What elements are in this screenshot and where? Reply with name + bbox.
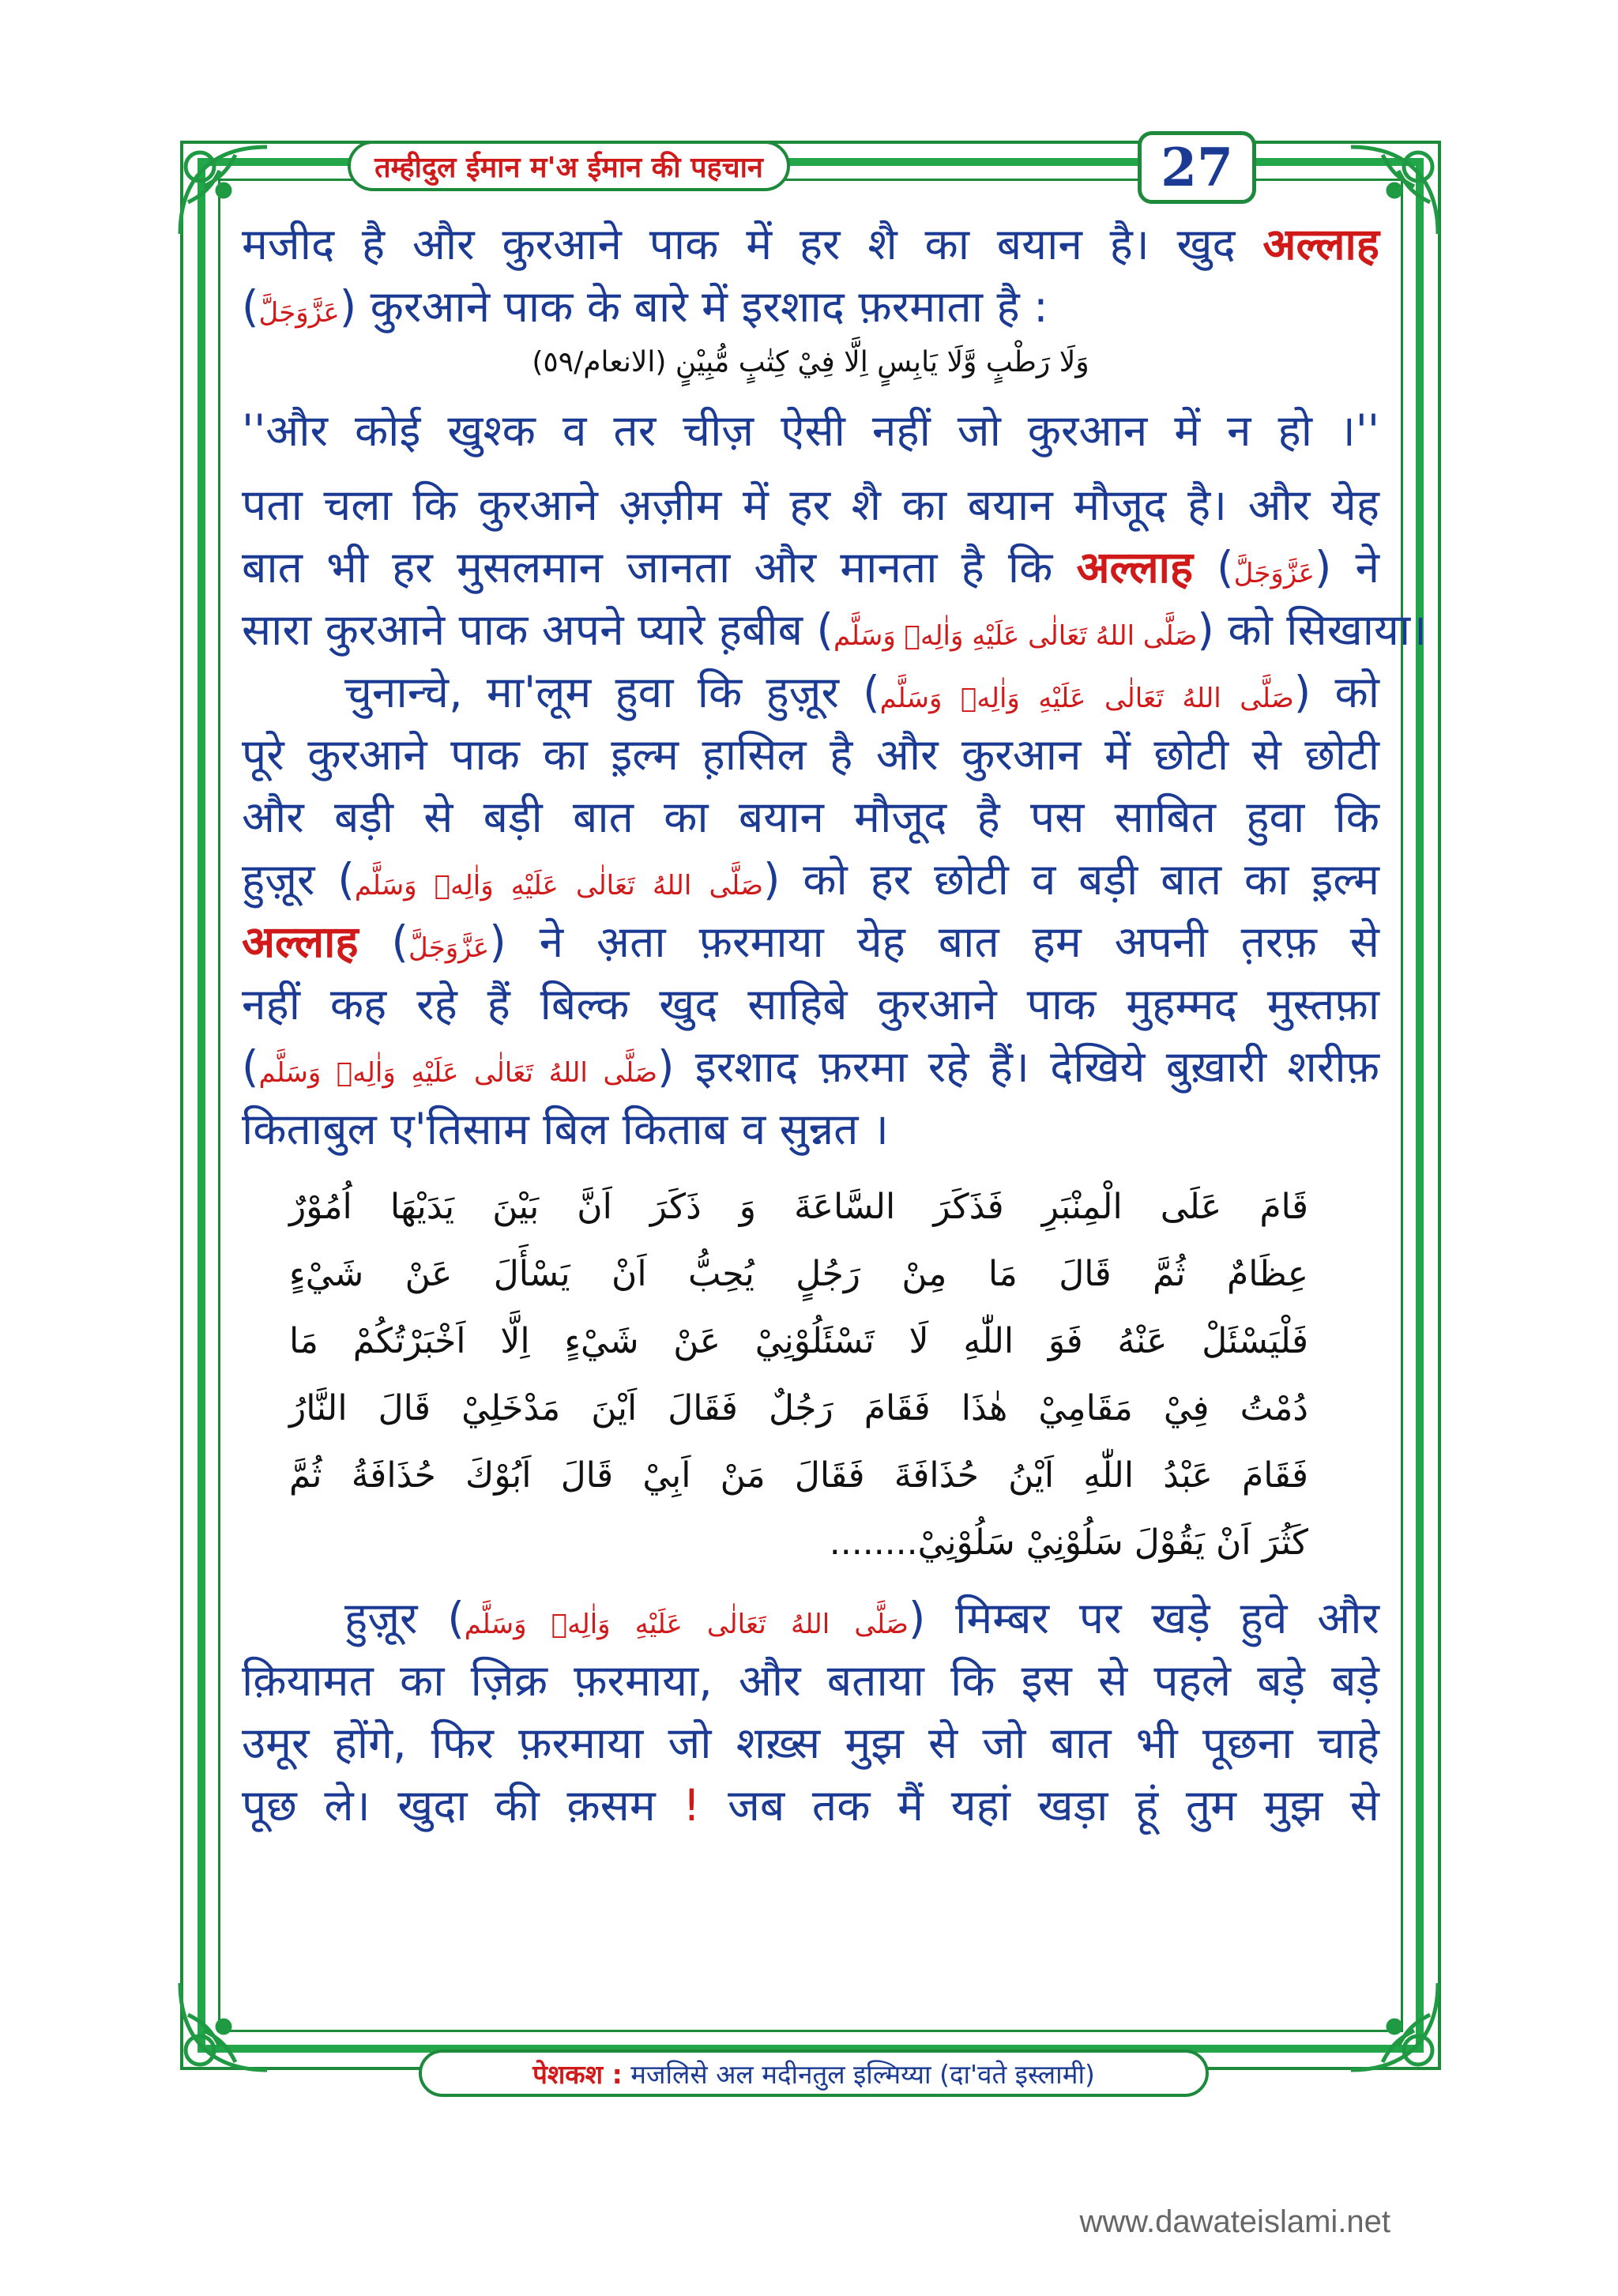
text-line: पता चला कि कुरआने अ़ज़ीम में हर शै का बयान मौजूद है। और येह — [242, 480, 1379, 530]
hadith-line: فَقَامَ عَبْدُ اللّٰهِ اَيْنُ حُذَافَةَ فَقَالَ مَنْ اَبِيْ قَالَ اَبُوْكَ حُذَافَةُ ثُمَّ — [289, 1455, 1308, 1496]
honorific-salallahu: صَلَّى اللهُ تَعَالٰى عَلَيْهِ وَاٰلِهٖ وَسَلَّم — [354, 870, 763, 901]
hadith-line: دُمْتُ فِيْ مَقَامِيْ هٰذَا فَقَامَ رَجُلٌ فَقَالَ اَيْنَ مَدْخَلِيْ قَالَ النَّارُ — [289, 1388, 1308, 1428]
text-line: उमूर होंगे, फिर फ़रमाया जो शख़्स मुझ से जो बात भी पूछना चाहे — [242, 1718, 1379, 1768]
text-line: सारा कुरआने पाक अपने प्यारे ह़बीब (صَلَّى اللهُ تَعَالٰى عَلَيْهِ وَاٰلِهٖ وَسَلَّم) को सिखाया। — [242, 604, 1427, 655]
exclamation-mark: ! — [683, 1780, 701, 1831]
hadith-line: قَامَ عَلَى الْمِنْبَرِ فَذَكَرَ السَّاعَةَ وَ ذَكَرَ اَنَّ بَيْنَ يَدَيْهَا اُمُوْرٌ — [289, 1187, 1308, 1227]
corner-ornament-icon — [1335, 1967, 1454, 2086]
text-line: मजीद है और कुरआने पाक में हर शै का बयान है। खुद अल्लाह — [242, 219, 1379, 269]
honorific-salallahu: صَلَّى اللهُ تَعَالٰى عَلَيْهِ وَاٰلِهٖ وَسَلَّم — [258, 1057, 657, 1089]
verse-translation: ''और कोई खुश्क व तर चीज़ ऐसी नहीं जो कुरआन में न हो ।'' — [242, 405, 1379, 456]
hadith-line: عِظَامٌ ثُمَّ قَالَ مَا مِنْ رَجُلٍ يُحِبُّ اَنْ يَسْأَلَ عَنْ شَيْءٍ — [289, 1254, 1308, 1294]
hadith-line: فَلْيَسْئَلْ عَنْهُ فَوَ اللّٰهِ لَا تَسْئَلُوْنِيْ عَنْ شَيْءٍ اِلَّا اَخْبَرْتُكُمْ مَا — [289, 1321, 1308, 1361]
website-link[interactable]: www.dawateislami.net — [1079, 2204, 1390, 2239]
footer-presented-by: पेशकश : — [532, 2058, 623, 2090]
honorific-azza-wa-jal: عَزَّوَجَلَّ — [1233, 558, 1315, 589]
page-number: 27 — [1138, 131, 1256, 204]
honorific-salallahu: صَلَّى اللهُ تَعَالٰى عَلَيْهِ وَاٰلِهٖ وَسَلَّم — [833, 620, 1198, 652]
text-line: नहीं कह रहे हैं बिल्क खुद साहिबे कुरआने पाक मुहम्मद मुस्तफ़ा — [242, 979, 1379, 1029]
honorific-azza-wa-jal: عَزَّوَجَلَّ — [408, 932, 490, 964]
allah-calligraphy: अल्लाह — [1262, 219, 1379, 269]
text-line: हुज़ूर (صَلَّى اللهُ تَعَالٰى عَلَيْهِ وَاٰلِهٖ وَسَلَّم) मिम्बर पर खड़े हुवे और — [344, 1593, 1379, 1643]
allah-calligraphy: अल्लाह — [242, 917, 359, 967]
book-title: तम्हीदुल ईमान म'अ ईमान की पहचान — [348, 141, 790, 191]
text-line: पूरे कुरआने पाक का इ़ल्म ह़ासिल है और कुरआन में छोटी से छोटी — [242, 729, 1379, 780]
text-line: हुज़ूर (صَلَّى اللهُ تَعَالٰى عَلَيْهِ وَاٰلِهٖ وَسَلَّم) को हर छोटी व बड़ी बात का इ़ल्म — [242, 854, 1379, 905]
text-line: (صَلَّى اللهُ تَعَالٰى عَلَيْهِ وَاٰلِهٖ وَسَلَّم) इरशाद फ़रमा रहे हैं। देखिये बुख़ारी शरीफ़ — [242, 1041, 1379, 1092]
quran-verse: وَلَا رَطْبٍ وَّلَا يَابِسٍ اِلَّا فِيْ كِتٰبٍ مُّبِيْنٍ (الانعام/٥٩) — [532, 346, 1089, 378]
hadith-arabic — [242, 1173, 1379, 1576]
text-line: और बड़ी से बड़ी बात का बयान मौजूद है पस साबित हुवा कि — [242, 792, 1379, 842]
page-body — [242, 213, 1427, 1837]
text-line: (عَزَّوَجَلَّ) कुरआने पाक के बारे में इरशाद फ़रमाता है : — [242, 281, 1048, 332]
footer-publisher — [419, 2049, 1209, 2097]
allah-calligraphy: अल्लाह — [1076, 542, 1194, 593]
honorific-azza-wa-jal: عَزَّوَجَلَّ — [258, 297, 340, 329]
footer-org: मजलिसे अल मदीनतुल इल्मिय्या (दा'वते इस्लामी) — [630, 2058, 1095, 2090]
text-line: अल्लाह (عَزَّوَجَلَّ) ने अ़ता फ़रमाया येह बात हम अपनी त़रफ़ से — [242, 917, 1379, 967]
text-line: चुनान्चे, मा'लूम हुवा कि हुज़ूर (صَلَّى اللهُ تَعَالٰى عَلَيْهِ وَاٰلِهٖ وَسَلَّم) को — [344, 667, 1379, 717]
text-line: किताबुल ए'तिसाम बिल किताब व सुन्नत । — [242, 1104, 889, 1154]
honorific-salallahu: صَلَّى اللهُ تَعَالٰى عَلَيْهِ وَاٰلِهٖ وَسَلَّم — [464, 1609, 909, 1640]
text-line: बात भी हर मुसलमान जानता और मानता है कि अल्लाह (عَزَّوَجَلَّ) ने — [242, 542, 1379, 593]
text-line: पूछ ले। खुदा की क़सम ! जब तक मैं यहां खड़ा हूं तुम मुझ से — [242, 1780, 1379, 1831]
hadith-line: كَثُرَ اَنْ يَقُوْلَ سَلُوْنِيْ سَلُوْنِيْ........ — [829, 1523, 1308, 1563]
text-line: क़ियामत का ज़िक्र फ़रमाया, और बताया कि इस से पहले बड़े बड़े — [242, 1655, 1379, 1706]
honorific-salallahu: صَلَّى اللهُ تَعَالٰى عَلَيْهِ وَاٰلِهٖ وَسَلَّم — [879, 683, 1294, 714]
corner-ornament-icon — [164, 1967, 283, 2086]
